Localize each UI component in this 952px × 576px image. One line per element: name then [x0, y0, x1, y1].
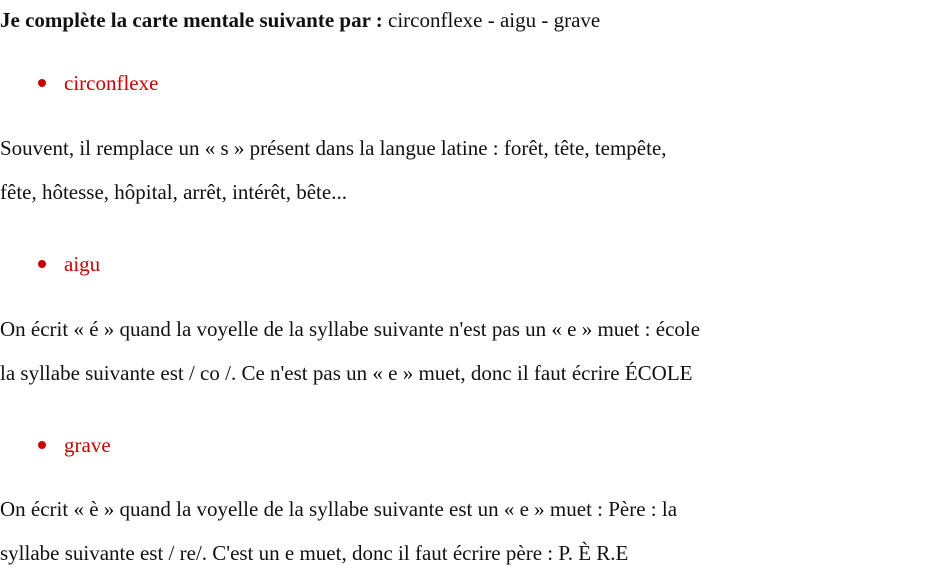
paragraph-line: On écrit « è » quand la voyelle de la syllabe suivante est un « e » muet : Père : la	[0, 497, 678, 521]
section-heading-grave	[38, 427, 111, 463]
section-heading-aigu	[38, 246, 100, 282]
heading-label: circonflexe	[64, 71, 159, 95]
paragraph-line: syllabe suivante est / re/. C'est un e muet, donc il faut écrire père : P. È R.E	[0, 541, 629, 565]
instruction-line	[0, 2, 600, 38]
instruction-label: Je complète la carte mentale suivante par :	[0, 8, 383, 32]
paragraph-line: Souvent, il remplace un « s » présent dans la langue latine : forêt, tête, tempête,	[0, 136, 667, 160]
paragraph-line: fête, hôtesse, hôpital, arrêt, intérêt, bête...	[0, 180, 347, 204]
bullet-dot	[38, 260, 46, 268]
bullet-dot	[38, 441, 46, 449]
paragraph-line: la syllabe suivante est / co /. Ce n'est pas un « e » muet, donc il faut écrire ÉCOLE	[0, 361, 693, 385]
heading-label: aigu	[64, 252, 101, 276]
heading-label: grave	[64, 433, 111, 457]
section-heading-circonflexe	[38, 65, 158, 101]
instruction-choices: circonflexe - aigu - grave	[388, 8, 601, 32]
bullet-dot	[38, 79, 46, 87]
paragraph-line: On écrit « é » quand la voyelle de la syllabe suivante n'est pas un « e » muet : école	[0, 317, 701, 341]
